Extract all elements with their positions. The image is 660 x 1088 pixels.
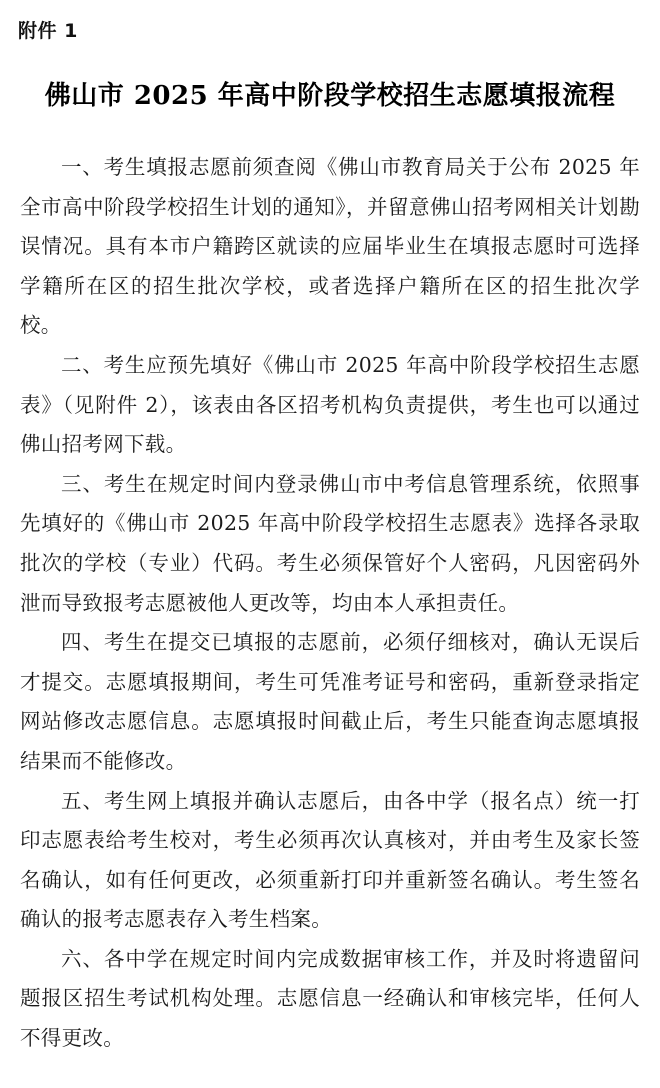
paragraph-4: 四、考生在提交已填报的志愿前，必须仔细核对，确认无误后才提交。志愿填报期间，考生可凭准考证号和密码，重新登录指定网站修改志愿信息。志愿填报时间截止后，考生只能查询志愿填报结果而不能修改。 xyxy=(20,630,640,773)
paragraph-3: 三、考生在规定时间内登录佛山市中考信息管理系统，依照事先填好的《佛山市 2025 年高中阶段学校招生志愿表》选择各录取批次的学校（专业）代码。考生必须保管好个人密码，凡因密码外泄而导致报考志愿被他人更改等，均由本人承担责任。 xyxy=(20,471,640,615)
paragraph-6: 六、各中学在规定时间内完成数据审核工作，并及时将遗留问题报区招生考试机构处理。志愿信息一经确认和审核完毕，任何人不得更改。 xyxy=(20,946,640,1051)
document-title: 佛山市 2025 年高中阶段学校招生志愿填报流程 xyxy=(44,81,616,111)
document-body xyxy=(20,148,640,1059)
paragraph-1: 一、考生填报志愿前须查阅《佛山市教育局关于公布 2025 年全市高中阶段学校招生计划的通知》，并留意佛山招考网相关计划勘误情况。具有本市户籍跨区就读的应届毕业生在填报志愿时可选择学籍所在区的招生批次学校，或者选择户籍所在区的招生批次学校。 xyxy=(20,155,640,338)
attachment-label: 附件 1 xyxy=(18,20,78,42)
paragraph-2: 二、考生应预先填好《佛山市 2025 年高中阶段学校招生志愿表》（见附件 2），该表由各区招考机构负责提供，考生也可以通过佛山招考网下载。 xyxy=(20,352,640,457)
paragraph-5: 五、考生网上填报并确认志愿后，由各中学（报名点）统一打印志愿表给考生校对，考生必须再次认真核对，并由考生及家长签名确认，如有任何更改，必须重新打印并重新签名确认。考生签名确认的报考志愿表存入考生档案。 xyxy=(20,788,640,932)
